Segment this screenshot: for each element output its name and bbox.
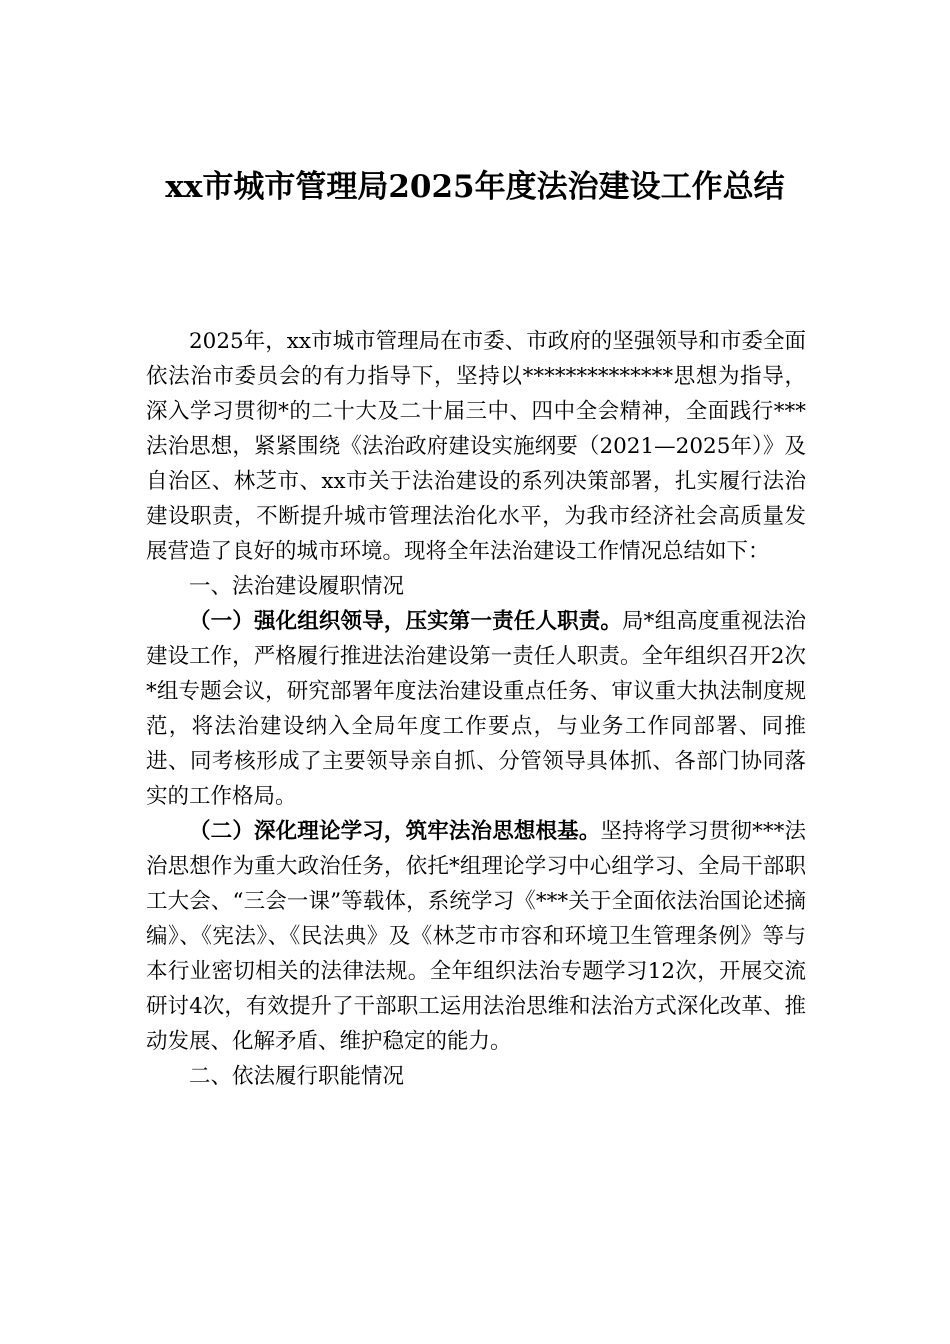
item-body-2: 坚持将学习贯彻***法治思想作为重大政治任务，依托*组理论学习中心组学习、全局干部职工大会、“三会一课”等载体，系统学习《***关于全面依法治国论述摘编》、《宪法》、《民法典》及《林芝市市容和环境卫生管理条例》等与本行业密切相关的法律法规。全年组织法治专题学习12次，开展交流研讨4次，有效提升了干部职工运用法治思维和法治方式深化改革、推动发展、化解矛盾、维护稳定的能力。 bbox=[146, 819, 806, 1054]
item-paragraph-2 bbox=[146, 814, 806, 1059]
document-title: xx市城市管理局2025年度法治建设工作总结 bbox=[165, 169, 785, 205]
intro-paragraph: 2025年，xx市城市管理局在市委、市政府的坚强领导和市委全面依法治市委员会的有力指导下，坚持以**************思想为指导，深入学习贯彻*的二十大及二十届三中、四中全会精神，全面践行***法治思想，紧紧围绕《法治政府建设实施纲要（2021—2025年）》及自治区、林芝市、xx市关于法治建设的系列决策部署，扎实履行法治建设职责，不断提升城市管理法治化水平，为我市经济社会高质量发展营造了良好的城市环境。现将全年法治建设工作情况总结如下： bbox=[146, 329, 806, 564]
item-body-1: 局*组高度重视法治建设工作，严格履行推进法治建设第一责任人职责。全年组织召开2次*组专题会议，研究部署年度法治建设重点任务、审议重大执法制度规范，将法治建设纳入全局年度工作要点，与业务工作同部署、同推进、同考核形成了主要领导亲自抓、分管领导具体抓、各部门协同落实的工作格局。 bbox=[146, 609, 806, 809]
section-heading-2: 二、依法履行职能情况 bbox=[189, 1064, 405, 1089]
document-body bbox=[146, 324, 806, 1094]
item-lead-2: （二）深化理论学习，筑牢法治思想根基。 bbox=[189, 819, 601, 844]
item-paragraph-1 bbox=[146, 604, 806, 814]
section-heading-1: 一、法治建设履职情况 bbox=[189, 574, 405, 599]
item-lead-1: （一）强化组织领导，压实第一责任人职责。 bbox=[189, 609, 623, 634]
